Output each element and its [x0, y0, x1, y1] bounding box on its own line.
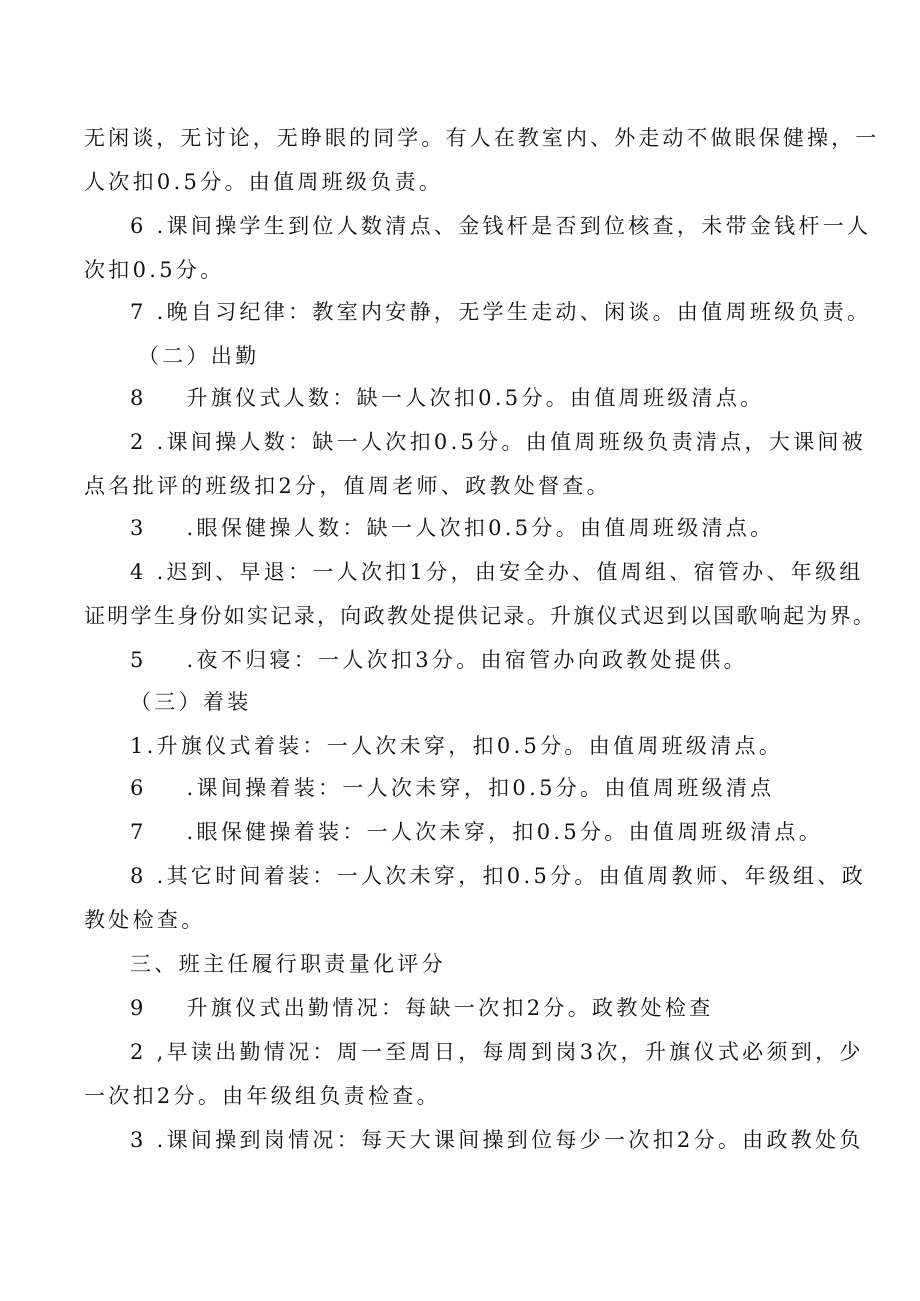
text-line: 2 ,早读出勤情况：周一至周日，每周到岗3次，升旗仪式必须到，少	[130, 1040, 864, 1064]
text-line: 7 .晚自习纪律：教室内安静，无学生走动、闲谈。由值周班级负责。	[130, 300, 872, 324]
text-line: 8 .其它时间着装：一人次未穿，扣0.5分。由值周教师、年级组、政	[130, 864, 867, 888]
text-line: 5 .夜不归寝：一人次扣3分。由宿管办向政教处提供。	[130, 648, 748, 672]
text-line: 6 .课间操学生到位人数清点、金钱杆是否到位核查，未带金钱杆一人	[130, 214, 872, 238]
text-line: 一次扣2分。由年级组负责检查。	[84, 1084, 441, 1108]
section-heading: （三）着装	[130, 690, 252, 714]
text-line: 7 .眼保健操着装：一人次未穿，扣0.5分。由值周班级清点。	[130, 820, 824, 844]
section-heading: （二）出勤	[138, 344, 260, 368]
text-line: 8 升旗仪式人数：缺一人次扣0.5分。由值周班级清点。	[130, 386, 765, 410]
text-line: 证明学生身份如实记录，向政教处提供记录。升旗仪式迟到以国歌响起为界。	[84, 604, 877, 628]
text-line: 点名批评的班级扣2分，值周老师、政教处督查。	[84, 474, 611, 498]
text-line: 教处检查。	[84, 908, 206, 932]
section-heading: 三、班主任履行职责量化评分	[130, 952, 446, 976]
text-line: 人次扣0.5分。由值周班级负责。	[84, 170, 444, 194]
text-line: 2 .课间操人数：缺一人次扣0.5分。由值周班级负责清点，大课间被	[130, 430, 867, 454]
text-line: 3 .课间操到岗情况：每天大课间操到位每少一次扣2分。由政教处负	[130, 1128, 864, 1152]
text-line: 4 .迟到、早退：一人次扣1分，由安全办、值周组、宿管办、年级组	[130, 560, 864, 584]
text-line: 6 .课间操着装：一人次未穿，扣0.5分。由值周班级清点	[130, 776, 775, 800]
text-line: 无闲谈，无讨论，无睁眼的同学。有人在教室内、外走动不做眼保健操，一	[84, 126, 880, 150]
text-line: 9 升旗仪式出勤情况：每缺一次扣2分。政教处检查	[130, 996, 714, 1020]
text-line: 3 .眼保健操人数：缺一人次扣0.5分。由值周班级清点。	[130, 516, 775, 540]
text-line: 次扣0.5分。	[84, 258, 225, 282]
text-line: 1.升旗仪式着装：一人次未穿，扣0.5分。由值周班级清点。	[130, 734, 784, 758]
